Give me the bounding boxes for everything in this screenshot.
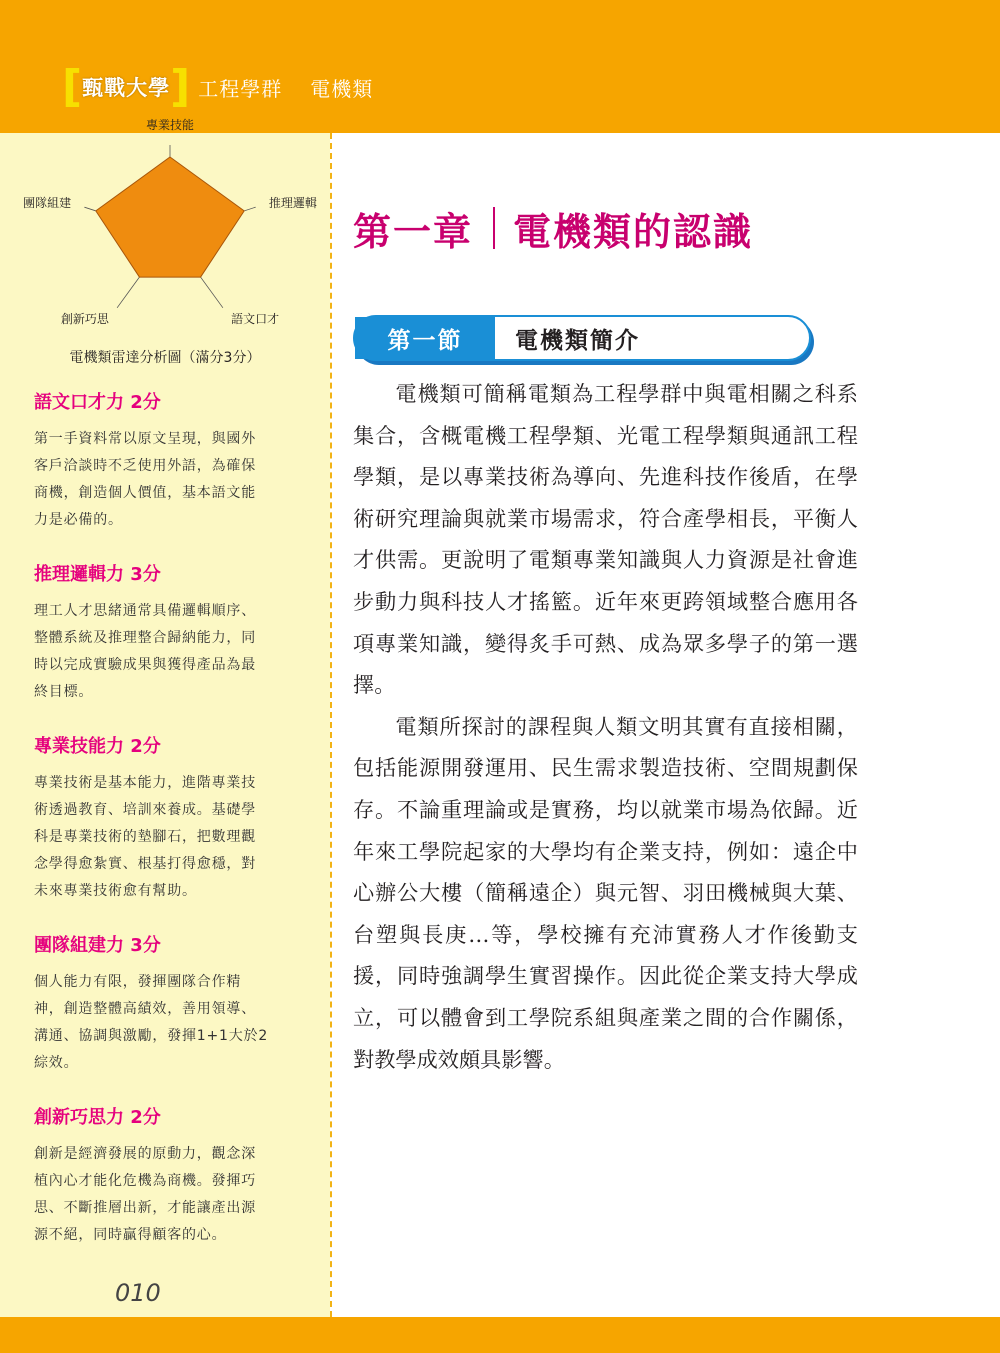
section-title: 電機類簡介 xyxy=(515,327,640,354)
page-number: 010 xyxy=(115,1279,161,1307)
radar-caption: 電機類雷達分析圖（滿分3分） xyxy=(69,350,261,366)
skill-description: 第一手資料常以原文呈現，與國外 客戶洽談時不乏使用外語，為確保 商機，創造個人價值，基本語文能 力是必備的。 xyxy=(34,431,256,528)
paragraph: 電機類可簡稱電類為工程學群中與電相關之科系集合，含概電機工程學類、光電工程學類與通訊工程學類，是以專業技術為導向、先進科技作後盾，在學術研究理論與就業市場需求，符合產學相長，平衡人才供需。更說明了電類專業知識與人力資源是社會進步動力與科技人才搖籃。近年來更跨領域整合應用各項專業知識，變得炙手可熱、成為眾多學子的第一選擇。 xyxy=(353,381,858,698)
radar-axis-label: 語文口才 xyxy=(231,312,280,327)
skill-title: 專業技能力 2分 xyxy=(34,736,161,757)
skill-title: 團隊組建力 3分 xyxy=(34,935,161,956)
skill-description: 創新是經濟發展的原動力，觀念深 植內心才能化危機為商機。發揮巧 思、不斷推層出新，才能讓產出源 源不絕，同時贏得顧客的心。 xyxy=(34,1146,256,1243)
skill-description: 理工人才思緒通常具備邏輯順序、 整體系統及推理整合歸納能力，同 時以完成實驗成果與獲得產品為最 終目標。 xyxy=(34,603,256,700)
skill-description: 個人能力有限，發揮團隊合作精 神，創造整體高績效，善用領導、 溝通、協調與激勵，發揮1+1大於2 綜效。 xyxy=(34,974,269,1071)
radar-axis-label: 創新巧思 xyxy=(60,312,109,327)
radar-axis-label: 團隊組建 xyxy=(23,195,72,210)
body-text xyxy=(353,373,858,1080)
skill-innovation xyxy=(34,1107,302,1249)
section-number: 第一節 xyxy=(355,317,495,359)
chapter-divider xyxy=(493,207,495,249)
skill-logic xyxy=(34,564,302,706)
skill-teamwork xyxy=(34,935,302,1077)
skill-title: 創新巧思力 2分 xyxy=(34,1107,161,1128)
paragraph: 電類所探討的課程與人類文明其實有直接相關，包括能源開發運用、民生需求製造技術、空間規劃保存。不論重理論或是實務，均以就業市場為依歸。近年來工學院起家的大學均有企業支持，例如：遠企中心辦公大樓（簡稱遠企）與元智、羽田機械與大葉、台塑與長庚…等，學校擁有充沛實務人才作後勤支援，同時強調學生實習操作。因此從企業支持大學成立，可以體會到工學院系組與產業之間的合作關係，對教學成效頗具影響。 xyxy=(353,713,858,1072)
bracket-left: [ xyxy=(62,61,83,112)
section-heading xyxy=(353,315,811,361)
skill-description: 專業技術是基本能力，進階專業技 術透過教育、培訓來養成。基礎學 科是專業技術的墊腳石，把數理觀 念學得愈紮實、根基打得愈穩，對 未來專業技術愈有幫助。 xyxy=(34,775,256,899)
department-name: 電機類 xyxy=(310,76,374,101)
footer-band xyxy=(0,1317,1000,1353)
brand-name: 甄戰大學 xyxy=(82,76,171,100)
radar-axis-label: 專業技能 xyxy=(145,118,195,132)
group-name: 工程學群 xyxy=(198,76,283,101)
radar-axis-label: 推理邏輯 xyxy=(268,195,317,210)
sidebar-divider xyxy=(330,133,332,1317)
radar-area xyxy=(96,157,244,277)
skill-language xyxy=(34,392,302,534)
chapter-number: 第一章 xyxy=(353,209,474,254)
skill-title: 語文口才力 2分 xyxy=(34,392,161,413)
skill-professional xyxy=(34,736,302,905)
bracket-right: ] xyxy=(170,61,191,112)
header-band xyxy=(0,0,1000,133)
chapter-heading xyxy=(353,200,753,256)
chapter-title: 電機類的認識 xyxy=(513,209,754,254)
radar-chart xyxy=(20,118,320,340)
series-title xyxy=(62,61,374,112)
skill-title: 推理邏輯力 3分 xyxy=(34,564,161,585)
